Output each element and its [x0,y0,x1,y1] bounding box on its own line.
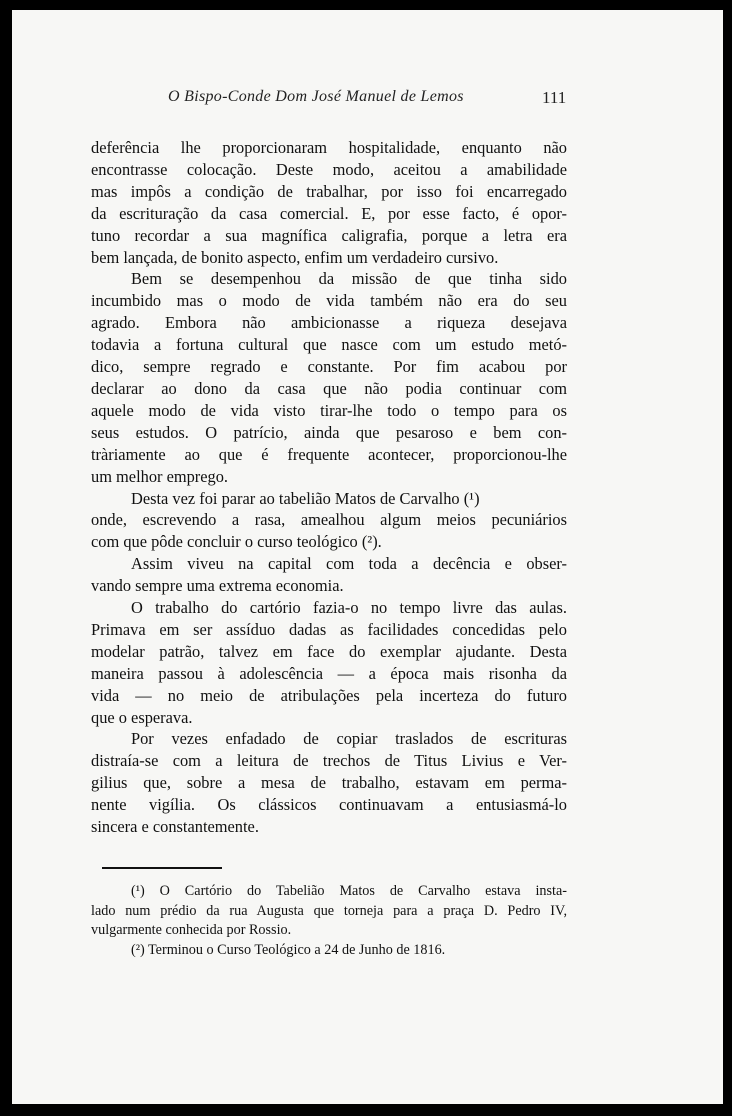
text-line: seus estudos. O patrício, ainda que pesaroso e bem con- [91,422,567,442]
footnote-line: vulgarmente conhecida por Rossio. [91,922,292,939]
text-line: aquele modo de vida visto tirar-lhe todo o tempo para os [91,400,567,420]
footnote-line: lado num prédio da rua Augusta que torneja para a praça D. Pedro IV, [91,902,567,919]
footnotes [91,882,567,960]
text-line: modelar patrão, talvez em face do exemplar ajudante. Desta [91,641,567,661]
footnote-divider [102,867,222,869]
body-text [91,137,567,838]
text-line: Primava em ser assíduo dadas as facilidades concedidas pelo [91,619,567,639]
text-line: incumbido mas o modo de vida também não era do seu [91,291,567,311]
text-line: O trabalho do cartório fazia-o no tempo livre das aulas. [131,598,567,618]
text-line: Bem se desempenhou da missão de que tinha sido [131,269,567,289]
text-line: dico, sempre regrado e constante. Por fim acabou por [91,357,567,377]
text-line: declarar ao dono da casa que não podia continuar com [91,378,567,398]
text-line: um melhor emprego. [91,466,229,486]
footnote-ref-2: (²). [361,532,382,552]
footnote-line: (²) Terminou o Curso Teológico a 24 de Junho de 1816. [131,941,446,958]
text-line: todavia a fortuna cultural que nasce com um estudo metó- [91,335,567,355]
text-line: nente vigília. Os clássicos continuavam a entusiasmá-lo [91,795,567,815]
text-line: deferência lhe proporcionaram hospitalidade, enquanto não [91,138,567,157]
text-fragment: com que pôde concluir o curso teológico [91,532,358,552]
text-line: encontrasse colocação. Deste modo, aceitou a amabilidade [91,159,567,179]
page-header [12,88,723,112]
text-line: bem lançada, de bonito aspecto, enfim um verdadeiro cursivo. [91,247,499,267]
text-line: onde, escrevendo a rasa, amealhou algum meios pecuniários [91,510,567,530]
text-line: agrado. Embora não ambicionasse a riqueza desejava [91,313,567,333]
text-line: mas impôs a condição de trabalhar, por isso foi encarregado [91,181,567,201]
text-line: vida — no meio de atribulações pela incerteza do futuro [91,685,567,705]
text-line: sincera e constantemente. [91,817,259,837]
text-line: tràriamente ao que é frequente acontecer, proporcionou-lhe [91,444,567,464]
text-line-with-note [91,488,567,510]
text-line-with-note [91,531,567,553]
text-line: maneira passou à adolescência — a época mais risonha da [91,663,567,683]
text-fragment: Desta vez foi parar ao tabelião Matos de Carvalho [131,488,460,508]
running-title: O Bispo-Conde Dom José Manuel de Lemos [168,88,464,105]
text-line: gilius que, sobre a mesa de trabalho, estavam em perma- [91,773,567,793]
text-line: que o esperava. [91,707,193,727]
text-line: distraía-se com a leitura de trechos de Titus Livius e Ver- [91,751,567,771]
book-page [12,10,723,1104]
text-line: da escrituração da casa comercial. E, por esse facto, é opor- [91,203,567,223]
text-line: vando sempre uma extrema economia. [91,576,344,596]
page-number: 111 [542,88,567,107]
text-line: Por vezes enfadado de copiar traslados de escrituras [131,729,567,749]
text-line: Assim viveu na capital com toda a decência e obser- [131,554,567,574]
footnote-line: (¹) O Cartório do Tabelião Matos de Carvalho estava insta- [131,883,567,899]
text-line: tuno recordar a sua magnífica caligrafia, porque a letra era [91,225,567,245]
footnote-ref-1: (¹) [463,488,480,508]
